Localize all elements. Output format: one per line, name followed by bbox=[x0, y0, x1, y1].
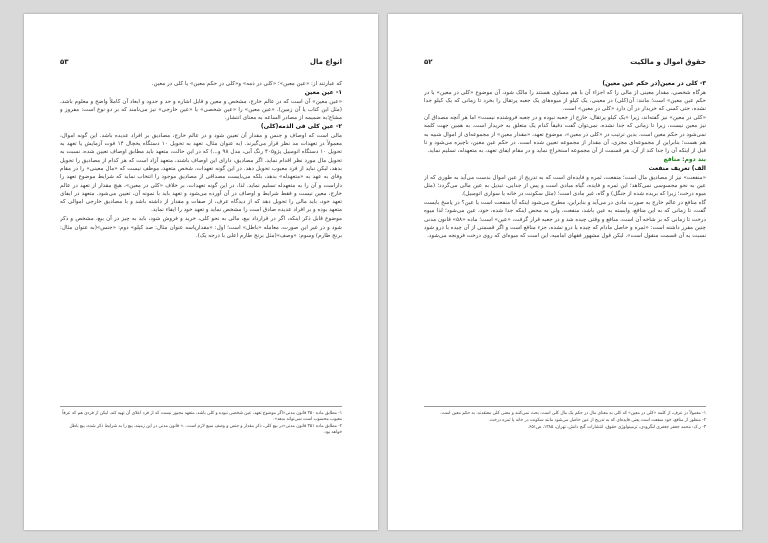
footnotes bbox=[60, 406, 342, 437]
part-heading: بند دوم: منافع bbox=[663, 156, 706, 164]
right-page bbox=[388, 14, 742, 530]
paragraph: «کلی در معین» نیز گفته‌اند، زیرا «یک کیلو پرتقال، خارج از جعبه نبوده و در جعبه فروشنده نیست» اما هر آنچه مصداق آن نیز معین نیست، زیرا تا زمانی که جدا نشده، نمی‌توان گفت دقیقاً کدام یک متعلق به خریدار است. به همین جهت کلمه نمی‌شود در حکم معین است. بدین ترتیب در «کلی در معین»، موضوع تعهد، «مقدار معین» از مجموعه‌ای از اموال شبیه به هم هست؛ بنابراین از مجموعه‌ای مجزی، آن مقدار از مجموعه تعیین شده است. در حکم عین معین، ناچیزه می‌شود و تا قبل از اینکه آن را جدا کند از آن، هر قسمت از آن مجموعه استخراج نماید و در مقام ایفای تعهد، به متعهدله، تسلیم نماید. bbox=[424, 115, 706, 155]
footnote: ۳- ر.ک: محمد جعفر جعفری لنگرودی، ترمینولوژی حقوق، انتشارات گنج دانش، تهران، ۱۳۸۵، ص۶۵۱. bbox=[527, 425, 706, 430]
footnote: ۱- معمولاً در عرف، از کلمه «کلی در معین» که کلی به معنای مال در حکم یک مال کلی است، بحث نمی‌کنند و معنی کلی معتقدند، به حکم معین است. bbox=[440, 411, 706, 416]
footnote: ۲- منظور از منافع، خود منفعت است یعنی فایده‌ای که به تدریج از عین حاصل می‌شود مانند سکونت در خانه یا ثمره درخت. bbox=[488, 418, 706, 423]
paragraph: که عبارتند از: «عین معین»؛ «کلی در ذمه» و«کلی در حکم معین» یا کلی در معین. bbox=[151, 81, 342, 87]
footnote: ۲- مطابق ماده ۳۵۱ قانون مدنی«در بیع کلی، ذکر مقدار و جنس و وصف مبیع لازم است...» قانون مدنی در این زمینه، بیع را به شرایط ذکر شده، بیع باطل خواهد بود. bbox=[69, 424, 342, 435]
running-title: انواع مال bbox=[309, 58, 342, 66]
page-header bbox=[60, 58, 342, 70]
page-body bbox=[60, 80, 342, 392]
left-page bbox=[24, 14, 378, 530]
page-number: ۵۲ bbox=[424, 58, 433, 66]
paragraph: گاه منافع در عالم خارج به صورت مادی در می‌آید و بنابراین، مطرح می‌شود اینکه آیا منفعت است یا عین؟ در پاسخ بایست گفت، تا زمانی که به این منافع، وابسته به عین باشد، منفعت، ولی به محض اینکه جدا شده، خود، عین می‌شود؛ لذا میوه درخت تا زمانی که بر شاخه آن است، منافع و وقتی چیده شد و در جعبه قرار گرفت، «عین» است؛ ماده «۵۸» قانون مدنی چنین مقرر داشته است: «ثمره و حاصل مادام که چیده یا درو نشده، جزء منافع است و اگر قسمتی از آن چیده یا درو شود نسبت به آن قسمت منقول است». لیکن قول مشهور فقهای امامیه، این است که میوه‌ای که روی درخت فرونجه می‌شود. bbox=[424, 200, 706, 240]
running-title: حقوق اموال و مالکیت bbox=[630, 58, 706, 66]
paragraph: موضوع قابل ذکر اینکه، اگر در قرارداد بیع، مالی به نحو کلی، خرید و فروش شود، باید به چیز در آن بیع، مشخص و ذکر شود و در غیر این صورت، معامله «باطل» است؛ اول: «مقدارپاسه عنوان مثال: صد کیلو» دوم: «جنس»(به عنوان مثال: برنج طارم) وسوم: «وصف»(مثل برنج طارم اعلی یا درجه یک). bbox=[60, 216, 342, 239]
footnotes bbox=[424, 406, 706, 432]
paragraph: هرگاه شخصی، مقدار معینی از مالی را که اجزاء آن با هم مساوی هستند را مالک شود، آن موضوع «کلی در معین» یا در حکم عین معین» است؛ مانند: آن(کلی) در معینی، یک کیلو از میوه‌های یک جعبه پرتقال را بخرد تا زمانی که یک کیلو جدا نشده، حتی کسی که خریدار در آن دارد «کلی در معین» است. bbox=[424, 89, 706, 113]
section-heading: ۱- عین معین bbox=[304, 88, 342, 96]
section-heading: ۳- کلی در معین(در حکم عین معین) bbox=[602, 80, 706, 87]
section-heading: الف) تعریف منفعت bbox=[648, 164, 706, 172]
page-body bbox=[424, 80, 706, 392]
paragraph: «منفعت» نیز از مصادیق مال است؛ منفعت، ثمره و فایده‌ای است که به تدریج از عین اموال بدست می‌آید به طوری که از عین به نحو محسوسی نمی‌کاهد؛ این ثمره و فایده، گیاه مبادی است و پس از جدایی، تبدیل به عین مالی می‌گردد؛ (مثل میوه درخت؛ زیرا که بریده شده از جنگل) و گاه، غیر مادی است؛ (مثل سکونت در خانه یا سواری اتومبیل). bbox=[424, 174, 706, 198]
footnote: ۱- مطابق ماده ۳۵۰ قانون مدنی«اگر موضوع تعهد، عین شخصی نبوده و کلی باشد، متعهد مجبور نیست که از فرد اعلای آن تهیه کند، لیکن از فردی هم که عرفاً معیوب محسوب است نمی‌تواند بدهد». bbox=[62, 411, 342, 422]
page-header bbox=[424, 58, 706, 70]
paragraph: مالی است که اوصاف و جنس و مقدار آن تعیین شود و در عالم خارج، مصادیق بر افراد عدیده باشد. این گونه اموال، معمولاً در تعهدات مد نظر قرار می‌گیرند. (به عنوان مثال، تعهد به تحویل ۱۰ دستگاه یخچال ۱۴ فوت آزمایش یا تعهد به تحویل ۱۰ دستگاه اتومبیل پژو۴۰۵ رنگ آبی، مدل ۹۸ و...) که در این حالت، متعهد باید مطابق اوصاف تعیین شده، نسبت به تحویل مال مورد نظر اقدام نماید. اگر مصادیق، دارای این اوصاف باشند، متعهد آزاد است که هر کدام از مصادیق را تحویل بدهد، لیکن نباید از فرد معیوب تحویل دهد. در این گونه تعهدات، شخص متعهد، موظف نیست که «مال معینی» را در مقام وفای به عهد به «متعهدله» بدهد، بلکه می‌بایست مصداقی از مصادیق موجود را انتخاب نماید که شرایط موضوع تعهد را داراست و آن را به متعهدله تسلیم نماید. لذا، در این گونه تعهدات، بر خلاف «کلی در معین»، هیچ مقدار از تعهد در عالم خارج، معین نیست و فقط شرایط و اوصاف در آن آورده می‌شود و تعهد باید با نمونه آن، تعیین می‌شود. متعهد در ایفای تعهد خود، باید مالی را تحویل دهد که از دیدگاه عرف، از صفات و مقدار از داشته باشد و با مصادیق خارجی اموالی که متعهد بوده و بر افراد عدیده صادق است را مشخص نماید و تعهد خود را ایفاء نماید. bbox=[60, 132, 342, 214]
paragraph: «عین معین» آن است که در عالم خارج، مشخص و معین و قابل اشاره و حد و حدود و ابعاد آن کاملاً واضح و معلوم باشد، (مثل این کتاب یا آن زمین). «عین معین» را «عین شخصی» یا «عین خارجی» نیز می‌نامند که بر دو نوع است: مفروز و مشاع؛به ضمیمه از مصادر الساعه به معنای انتشار. bbox=[60, 98, 342, 122]
section-heading: ۲- عین کلی فی الذمه(کلی) bbox=[260, 122, 342, 130]
page-number: ۵۳ bbox=[60, 58, 69, 66]
